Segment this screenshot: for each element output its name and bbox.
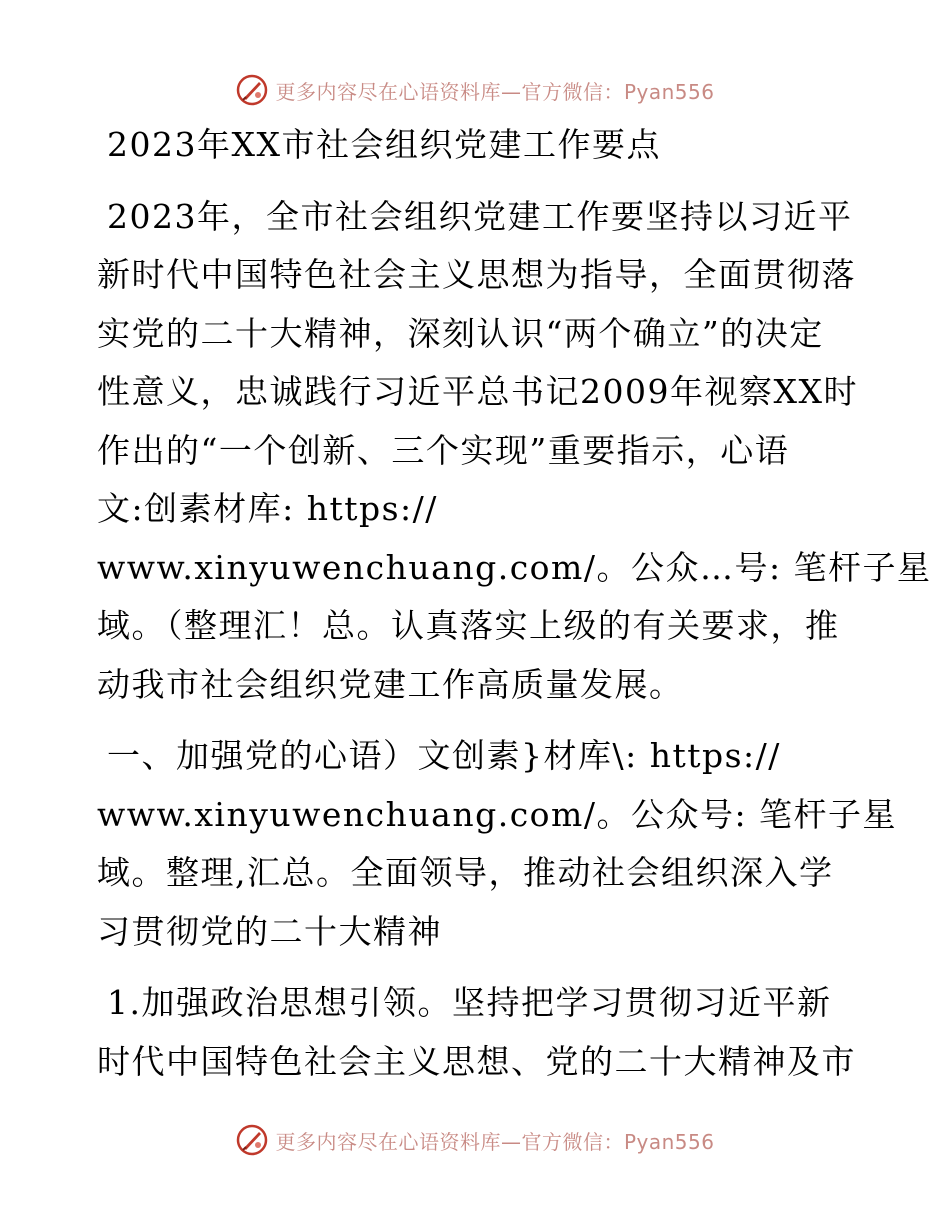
section-heading-1 [97, 727, 898, 961]
quill-circle-logo-icon [235, 73, 269, 107]
text-line: 域。整理,汇总。全面领导，推动社会组织深入学 [97, 853, 834, 892]
text-line: 2023年，全市社会组织党建工作要坚持以习近平 [107, 196, 853, 236]
text-line: www.xinyuwenchuang.com/。公众号: 笔杆子星 [97, 794, 898, 834]
footer-watermark [0, 1120, 950, 1160]
watermark-text: 更多内容尽在心语资料库—官方微信：Pyan556 [275, 1129, 715, 1154]
text-line: 作出的“一个创新、三个实现”重要指示，心语 [97, 430, 790, 470]
text-line: 文:创素材库: https:// [97, 489, 438, 528]
list-item-1 [97, 974, 857, 1091]
watermark-text: 更多内容尽在心语资料库—官方微信：Pyan556 [275, 79, 715, 104]
text-line: 新时代中国特色社会主义思想为指导，全面贯彻落 [97, 255, 856, 294]
text-line: 时代中国特色社会主义思想、党的二十大精神及市 [97, 1041, 856, 1081]
header-watermark [0, 70, 950, 110]
document-body [97, 116, 932, 1091]
quill-circle-logo-icon [235, 1123, 269, 1157]
text-line: www.xinyuwenchuang.com/。公众…号: 笔杆子星 [97, 547, 932, 587]
document-title: 2023年XX市社会组织党建工作要点 [107, 125, 661, 164]
text-line: 域。（整理汇！总。认真落实上级的有关要求，推 [97, 606, 840, 645]
text-line: 动我市社会组织党建工作高质量发展。 [97, 664, 684, 704]
text-line: 习贯彻党的二十大精神 [97, 911, 442, 951]
text-line: 性意义，忠诚践行习近平总书记2009年视察XX时 [97, 372, 858, 411]
text-line: 1.加强政治思想引领。坚持把学习贯彻习近平新 [107, 983, 832, 1022]
paragraph-intro [97, 188, 932, 715]
text-line: 一、加强党的心语）文创素}材库\: https:// [107, 736, 781, 775]
text-line: 实党的二十大精神，深刻认识“两个确立”的决定 [97, 313, 824, 353]
